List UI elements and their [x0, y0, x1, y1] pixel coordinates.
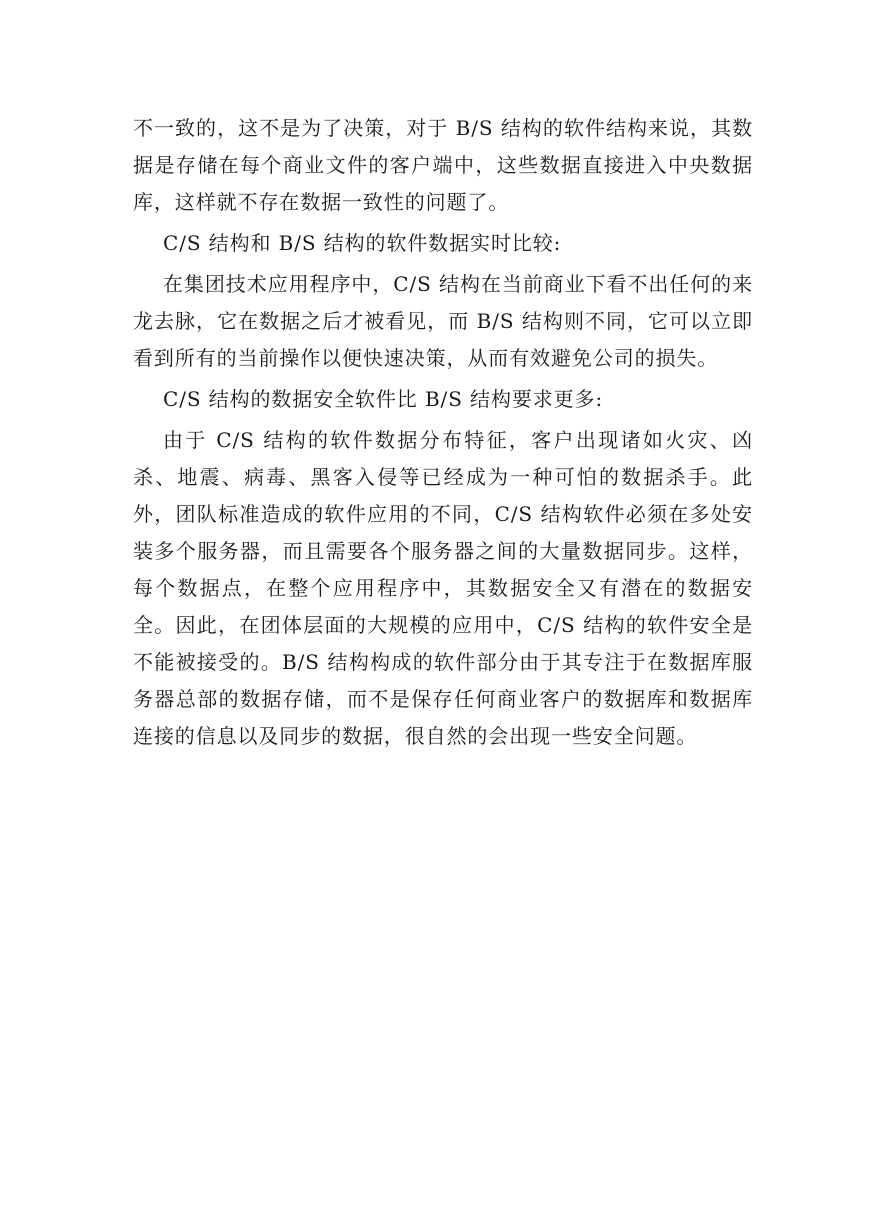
paragraph-security: 由于 C/S 结构的软件数据分布特征，客户出现诸如火灾、凶杀、地震、病毒、黑客入侵等已经成为一种可怕的数据杀手。此外，团队标准造成的软件应用的不同，C/S 结构软件必须在多处安装多个服务器，而且需要各个服务器之间的大量数据同步。这样，每个数据点，在整个应用程序中，其数据安全又有潜在的数据安全。因此，在团体层面的大规模的应用中，C/S 结构的软件安全是不能被接受的。B/S 结构构成的软件部分由于其专注于在数据库服务器总部的数据存储，而不是保存任何商业客户的数据库和数据库连接的信息以及同步的数据，很自然的会出现一些安全问题。 — [133, 428, 753, 748]
paragraph-realtime: 在集团技术应用程序中，C/S 结构在当前商业下看不出任何的来龙去脉，它在数据之后才被看见，而 B/S 结构则不同，它可以立即看到所有的当前操作以便快速决策，从而有效避免公司的损失。 — [133, 272, 753, 370]
document-body — [133, 110, 753, 755]
section-heading-realtime-comparison: C/S 结构和 B/S 结构的软件数据实时比较: — [163, 231, 562, 255]
section-heading-data-security: C/S 结构的数据安全软件比 B/S 结构要求更多: — [163, 387, 604, 411]
paragraph-continuation: 不一致的，这不是为了决策，对于 B/S 结构的软件结构来说，其数据是存储在每个商业文件的客户端中，这些数据直接进入中央数据库，这样就不存在数据一致性的问题了。 — [133, 116, 753, 214]
